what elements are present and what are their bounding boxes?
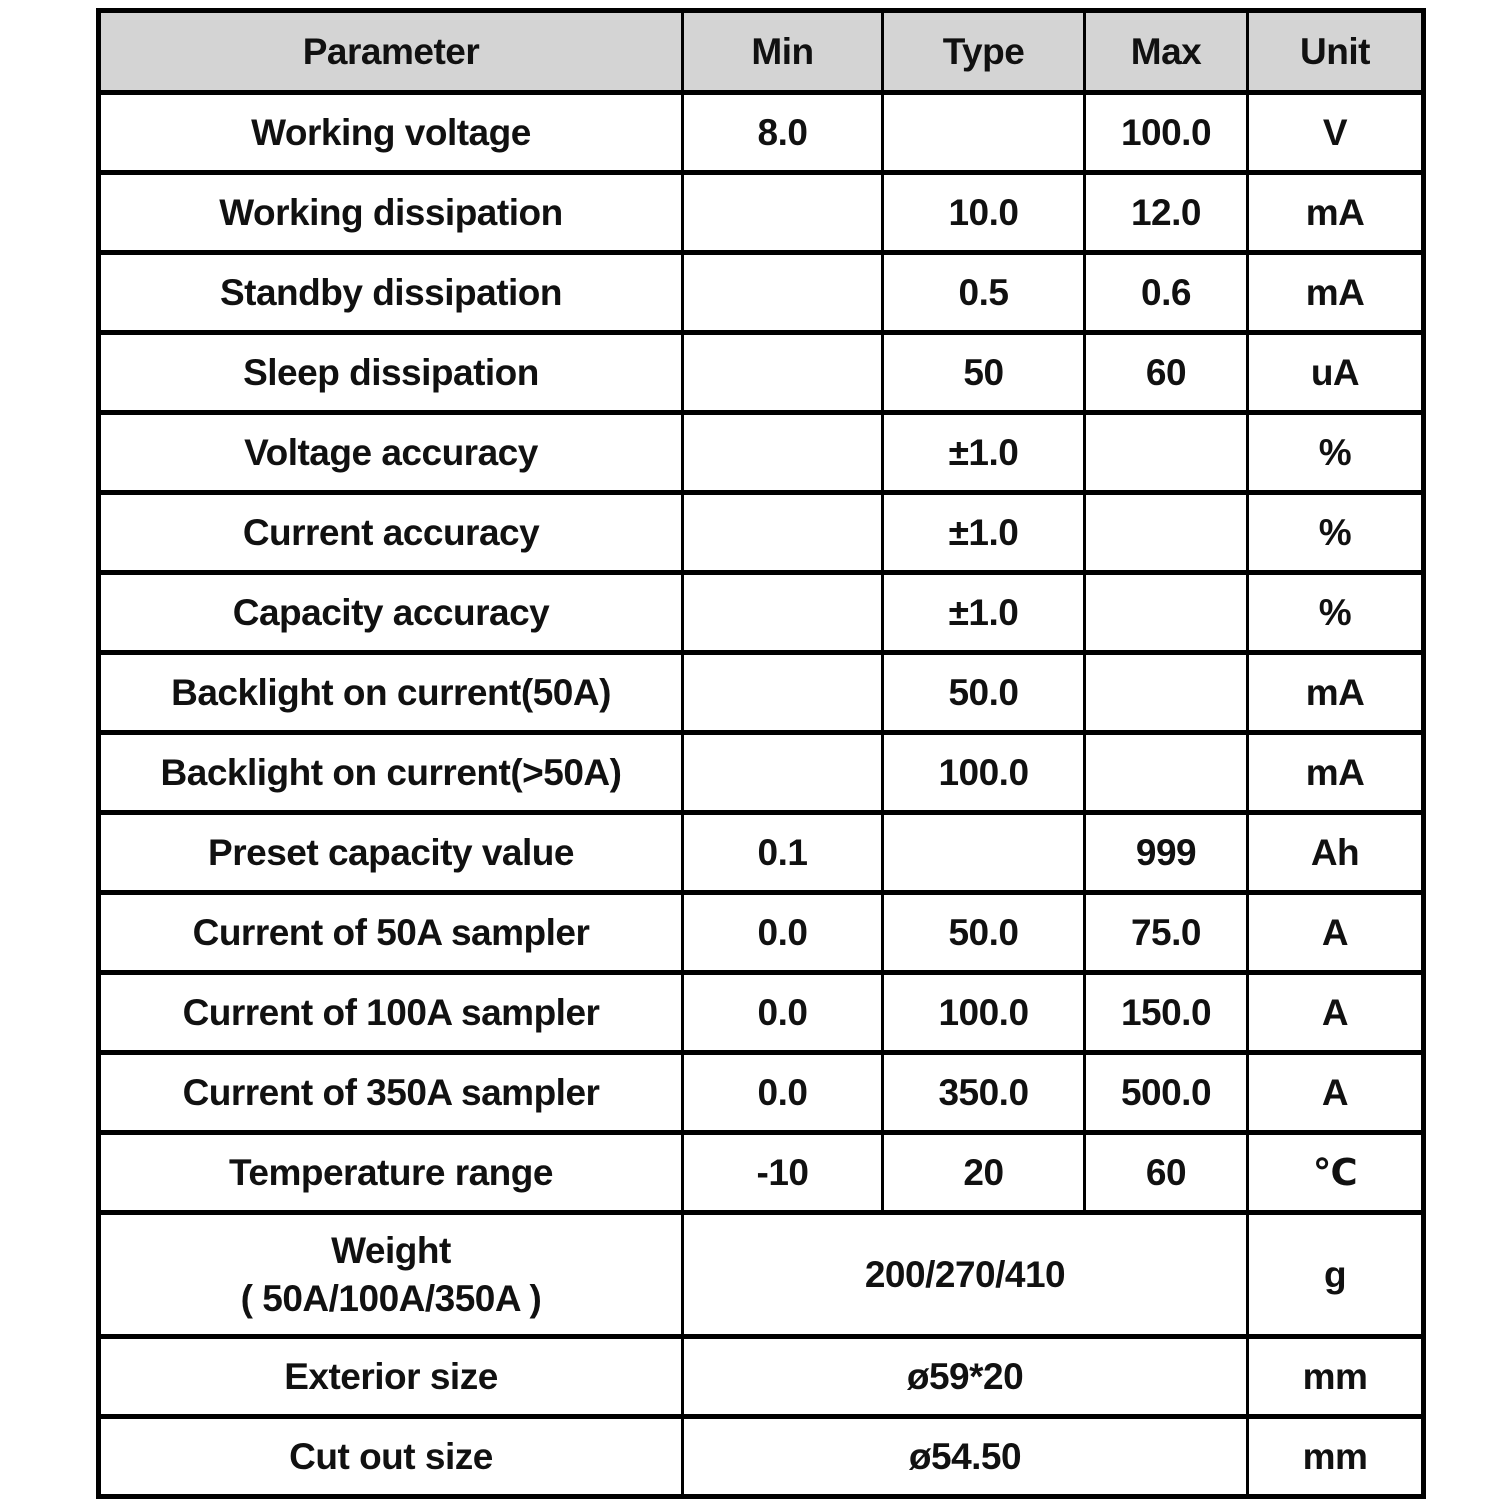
weight-label-line1: Weight — [331, 1230, 451, 1272]
column-header-type: Type — [883, 11, 1085, 93]
min-cell — [683, 573, 883, 653]
parameter-cell: Preset capacity value — [99, 813, 683, 893]
type-cell: 100.0 — [883, 973, 1085, 1053]
column-header-max: Max — [1085, 11, 1248, 93]
unit-cell: A — [1248, 973, 1424, 1053]
unit-cell: V — [1248, 93, 1424, 173]
type-cell: 100.0 — [883, 733, 1085, 813]
unit-cell: % — [1248, 413, 1424, 493]
table-row-cut-out-size — [99, 1417, 1424, 1497]
column-header-min: Min — [683, 11, 883, 93]
unit-cell: % — [1248, 493, 1424, 573]
parameter-cell: Current accuracy — [99, 493, 683, 573]
unit-cell: g — [1248, 1213, 1424, 1337]
table-row — [99, 493, 1424, 573]
type-cell: 0.5 — [883, 253, 1085, 333]
merged-value-cell: 200/270/410 — [683, 1213, 1248, 1337]
table-row — [99, 173, 1424, 253]
min-cell — [683, 413, 883, 493]
max-cell — [1085, 573, 1248, 653]
parameter-cell: Working voltage — [99, 93, 683, 173]
table-row — [99, 253, 1424, 333]
min-cell: 0.0 — [683, 1053, 883, 1133]
parameter-cell: Current of 50A sampler — [99, 893, 683, 973]
unit-cell: mA — [1248, 253, 1424, 333]
type-cell: 50 — [883, 333, 1085, 413]
min-cell: -10 — [683, 1133, 883, 1213]
type-cell: 350.0 — [883, 1053, 1085, 1133]
max-cell: 75.0 — [1085, 893, 1248, 973]
max-cell: 0.6 — [1085, 253, 1248, 333]
min-cell: 0.0 — [683, 893, 883, 973]
type-cell: ±1.0 — [883, 413, 1085, 493]
unit-cell: mA — [1248, 173, 1424, 253]
max-cell: 999 — [1085, 813, 1248, 893]
min-cell: 8.0 — [683, 93, 883, 173]
min-cell — [683, 493, 883, 573]
min-cell: 0.1 — [683, 813, 883, 893]
type-cell — [883, 813, 1085, 893]
header-row — [99, 11, 1424, 93]
parameter-cell: Exterior size — [99, 1337, 683, 1417]
spec-table — [96, 8, 1426, 1499]
table-row — [99, 333, 1424, 413]
max-cell — [1085, 493, 1248, 573]
type-cell: 10.0 — [883, 173, 1085, 253]
table-row-exterior-size — [99, 1337, 1424, 1417]
type-cell: ±1.0 — [883, 493, 1085, 573]
unit-cell: mm — [1248, 1417, 1424, 1497]
type-cell: 50.0 — [883, 653, 1085, 733]
parameter-cell: Backlight on current(50A) — [99, 653, 683, 733]
type-cell: 20 — [883, 1133, 1085, 1213]
parameter-cell: Backlight on current(>50A) — [99, 733, 683, 813]
unit-cell: % — [1248, 573, 1424, 653]
parameter-cell: Temperature range — [99, 1133, 683, 1213]
unit-cell: A — [1248, 893, 1424, 973]
table-row — [99, 973, 1424, 1053]
merged-value-cell: ø59*20 — [683, 1337, 1248, 1417]
merged-value-cell: ø54.50 — [683, 1417, 1248, 1497]
column-header-unit: Unit — [1248, 11, 1424, 93]
table-row — [99, 813, 1424, 893]
max-cell — [1085, 733, 1248, 813]
unit-cell: Ah — [1248, 813, 1424, 893]
weight-label-line2: ( 50A/100A/350A ) — [240, 1277, 542, 1319]
min-cell — [683, 253, 883, 333]
parameter-cell: Sleep dissipation — [99, 333, 683, 413]
parameter-cell: Voltage accuracy — [99, 413, 683, 493]
parameter-cell: Current of 350A sampler — [99, 1053, 683, 1133]
table-row — [99, 653, 1424, 733]
table-row — [99, 573, 1424, 653]
table-row — [99, 1053, 1424, 1133]
type-cell: ±1.0 — [883, 573, 1085, 653]
parameter-cell: Current of 100A sampler — [99, 973, 683, 1053]
type-cell: 50.0 — [883, 893, 1085, 973]
unit-cell: mA — [1248, 653, 1424, 733]
max-cell: 60 — [1085, 333, 1248, 413]
table-row — [99, 93, 1424, 173]
unit-cell: mA — [1248, 733, 1424, 813]
type-cell — [883, 93, 1085, 173]
parameter-cell: Standby dissipation — [99, 253, 683, 333]
max-cell: 12.0 — [1085, 173, 1248, 253]
table-row — [99, 413, 1424, 493]
min-cell — [683, 173, 883, 253]
table-row — [99, 893, 1424, 973]
parameter-cell — [99, 1213, 683, 1337]
unit-cell: mm — [1248, 1337, 1424, 1417]
table-row — [99, 1133, 1424, 1213]
max-cell: 60 — [1085, 1133, 1248, 1213]
parameter-cell: Working dissipation — [99, 173, 683, 253]
parameter-cell: Capacity accuracy — [99, 573, 683, 653]
min-cell — [683, 733, 883, 813]
max-cell — [1085, 413, 1248, 493]
unit-cell: ℃ — [1248, 1133, 1424, 1213]
table-row-weight — [99, 1213, 1424, 1337]
parameter-cell: Cut out size — [99, 1417, 683, 1497]
max-cell — [1085, 653, 1248, 733]
min-cell — [683, 333, 883, 413]
max-cell: 100.0 — [1085, 93, 1248, 173]
table-row — [99, 733, 1424, 813]
min-cell: 0.0 — [683, 973, 883, 1053]
column-header-parameter: Parameter — [99, 11, 683, 93]
max-cell: 500.0 — [1085, 1053, 1248, 1133]
unit-cell: A — [1248, 1053, 1424, 1133]
min-cell — [683, 653, 883, 733]
unit-cell: uA — [1248, 333, 1424, 413]
max-cell: 150.0 — [1085, 973, 1248, 1053]
